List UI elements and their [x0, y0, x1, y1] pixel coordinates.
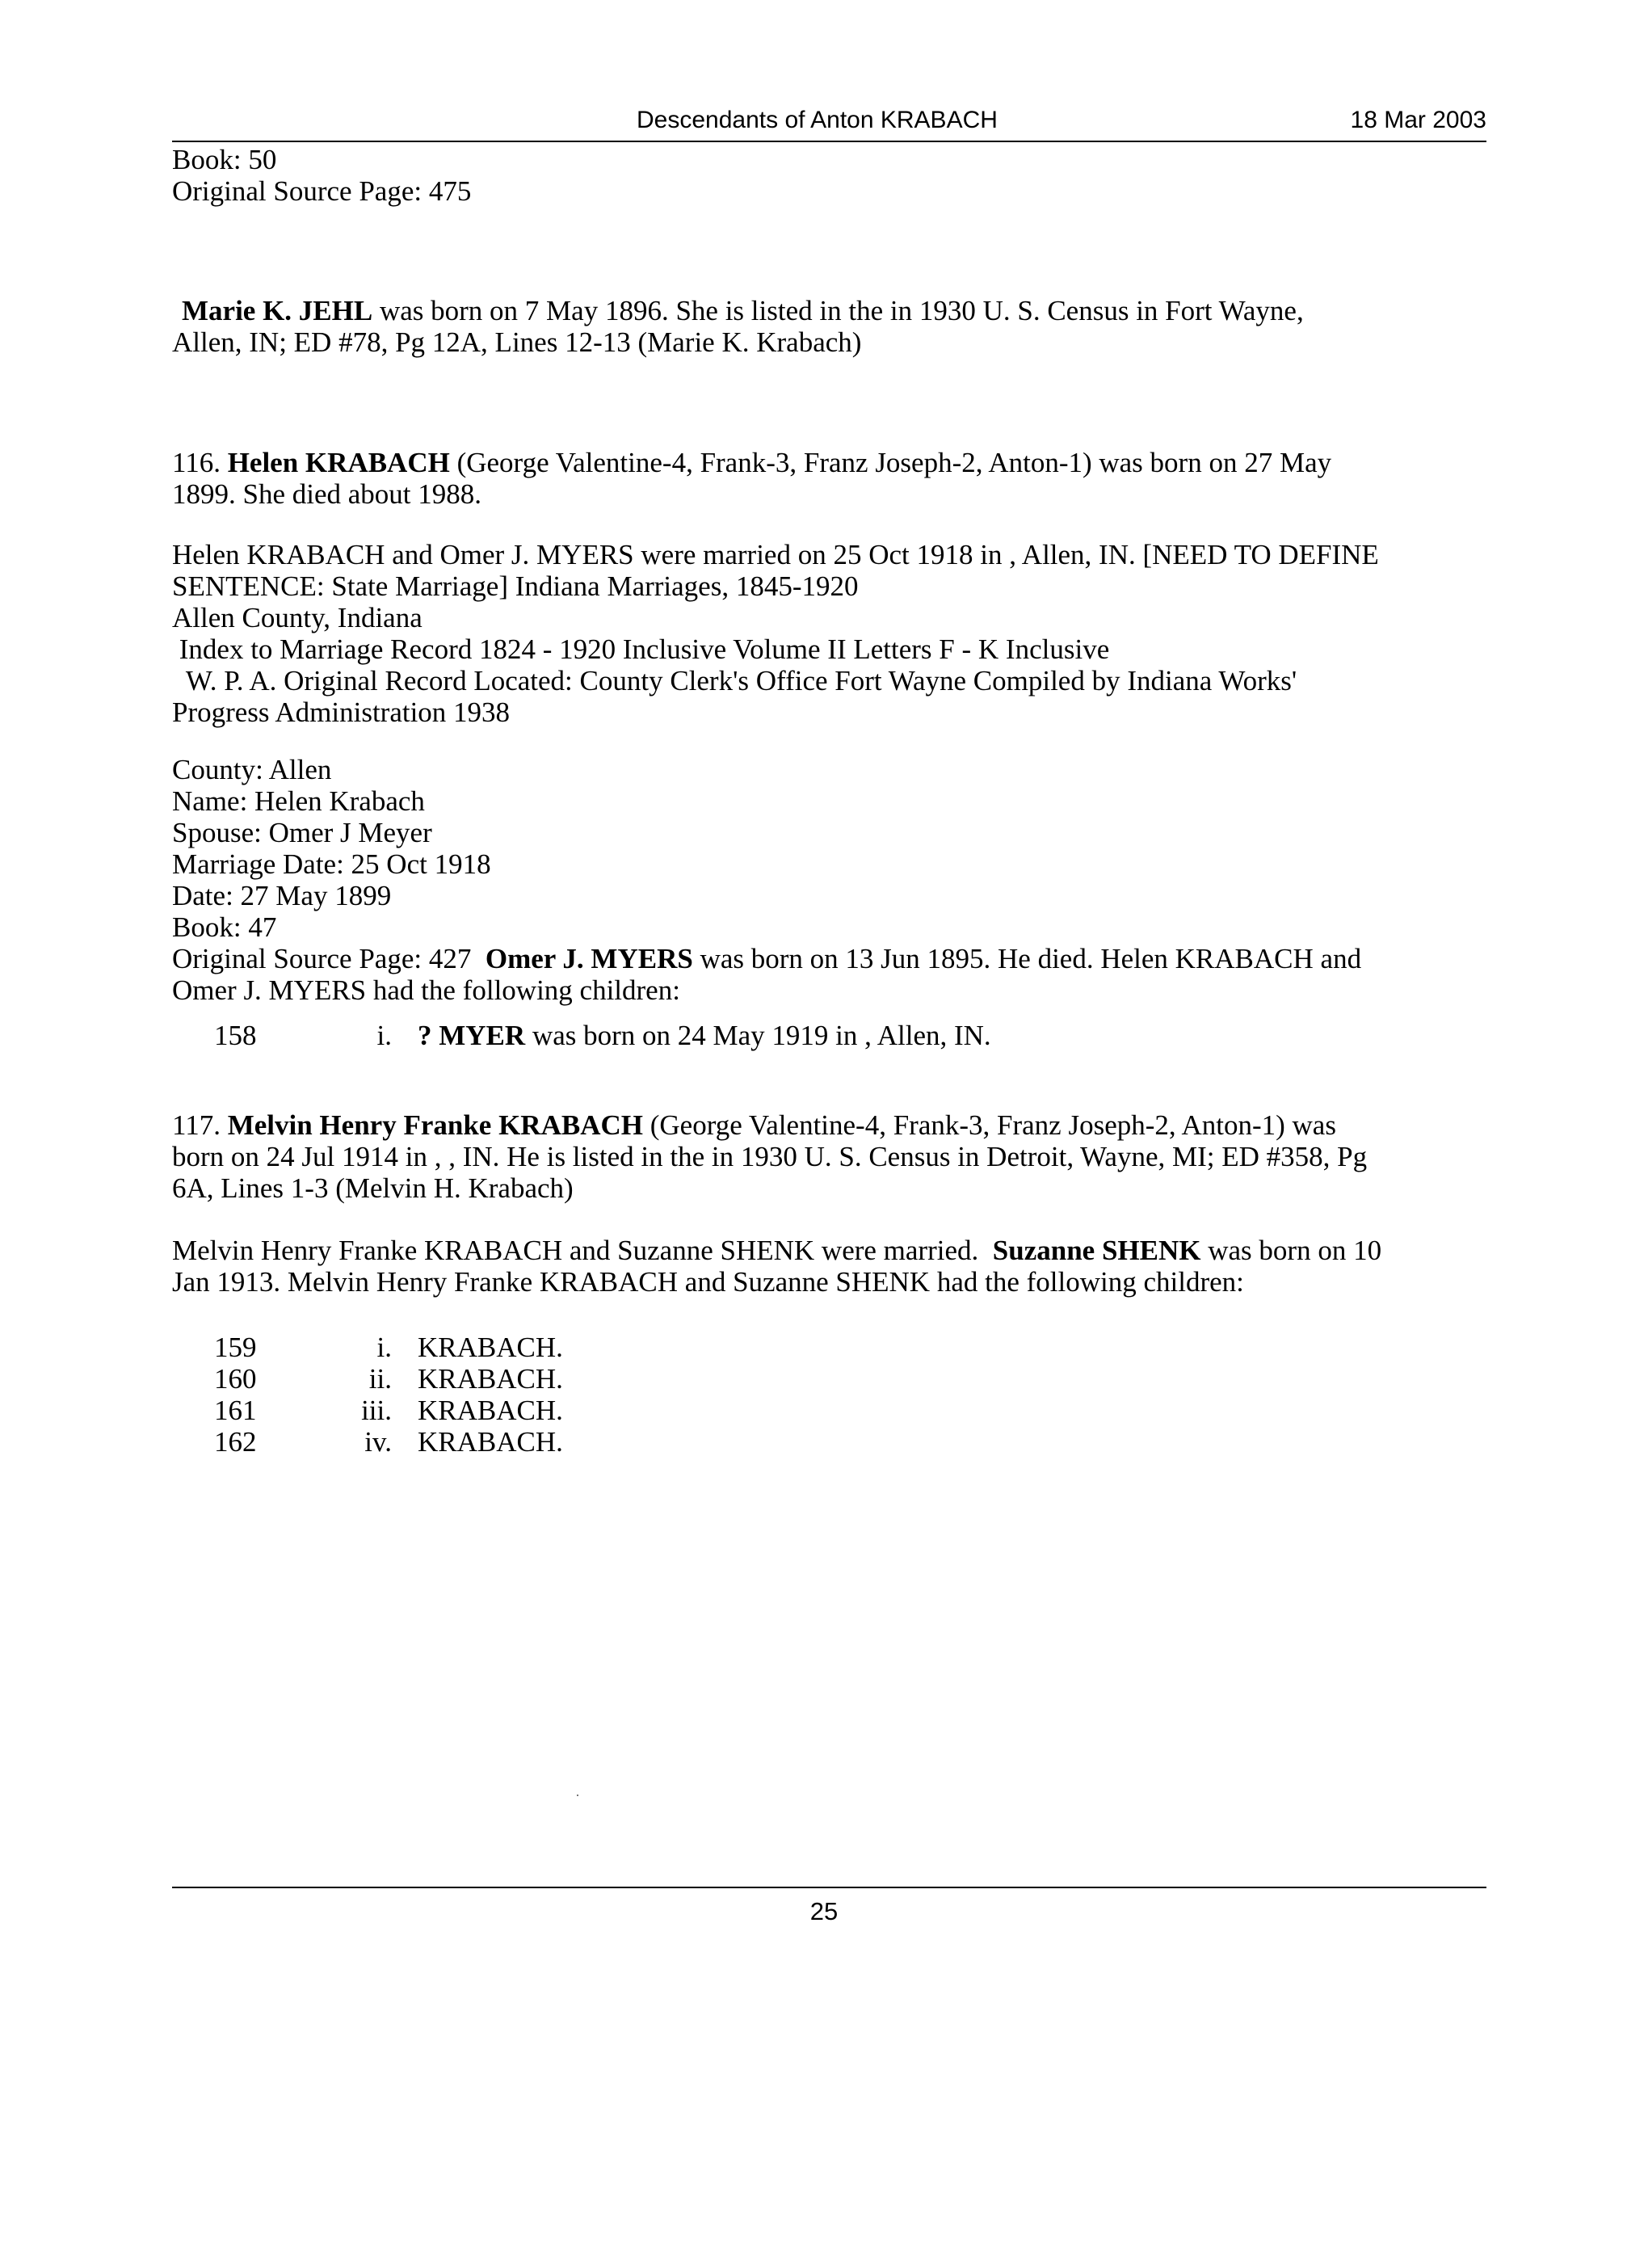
page-header	[172, 105, 1486, 142]
book-line: Book: 50	[172, 144, 277, 175]
children-intro: Omer J. MYERS had the following children:	[172, 974, 680, 1006]
header-title: Descendants of Anton KRABACH	[637, 107, 998, 133]
helen-line-1	[172, 447, 1497, 478]
child-name: KRABACH.	[418, 1426, 563, 1458]
child-name: ? MYER	[418, 1020, 526, 1051]
list-item	[214, 1020, 1345, 1051]
melvin-line-2: born on 24 Jul 1914 in , , IN. He is listed in the in 1930 U. S. Census in Detroit, Wayne, MI; ED #358, Pg	[172, 1141, 1368, 1172]
list-item	[214, 1332, 780, 1363]
helen-children-list	[214, 1020, 1426, 1052]
marriage-line: Progress Administration 1938	[172, 696, 511, 728]
helen-entry	[172, 447, 1497, 510]
child-roman-numeral: iv.	[364, 1426, 392, 1458]
child-roman-numeral: i.	[376, 1332, 392, 1363]
marie-name: Marie K. JEHL	[182, 295, 373, 326]
melvin-line-1-text: (George Valentine-4, Frank-3, Franz Joseph-2, Anton-1) was	[642, 1109, 1336, 1141]
list-item	[214, 1426, 780, 1458]
footer-divider	[172, 1887, 1486, 1888]
marie-line-1-text: was born on 7 May 1896. She is listed in the in 1930 U. S. Census in Fort Wayne,	[372, 295, 1304, 326]
source-page-prefix: Original Source Page: 427	[172, 943, 486, 974]
child-roman-numeral: i.	[376, 1020, 392, 1051]
marriage-line: SENTENCE: State Marriage] Indiana Marriages, 1845-1920	[172, 570, 859, 602]
marriage-line: Allen County, Indiana	[172, 602, 423, 633]
marie-entry	[172, 295, 1497, 358]
spouse-name: Suzanne SHENK	[992, 1235, 1201, 1266]
spouse-name: Omer J. MYERS	[485, 943, 693, 974]
child-text: was born on 24 May 1919 in , Allen, IN.	[525, 1020, 991, 1051]
spouse-line	[172, 943, 1497, 974]
marriage-line: Helen KRABACH and Omer J. MYERS were married on 25 Oct 1918 in , Allen, IN. [NEED TO DEFINE	[172, 539, 1379, 570]
melvin-marriage-line-1	[172, 1235, 1497, 1266]
child-entry	[418, 1020, 991, 1051]
child-number: 162	[214, 1426, 257, 1458]
melvin-name: Melvin Henry Franke KRABACH	[227, 1109, 643, 1141]
helen-marriage-block	[172, 539, 1497, 728]
melvin-line-1	[172, 1109, 1497, 1141]
child-number: 161	[214, 1395, 257, 1426]
marriage-line: Index to Marriage Record 1824 - 1920 Inclusive Volume II Letters F - K Inclusive	[172, 633, 1110, 665]
scan-speck	[577, 1795, 578, 1796]
record-line: Spouse: Omer J Meyer	[172, 817, 432, 848]
helen-number: 116.	[172, 447, 228, 478]
child-number: 160	[214, 1363, 257, 1395]
header-date: 18 Mar 2003	[1350, 107, 1486, 133]
marie-line-1	[172, 295, 1497, 326]
child-roman-numeral: iii.	[361, 1395, 392, 1426]
helen-record-block	[172, 754, 1497, 1006]
original-source-page-line: Original Source Page: 475	[172, 175, 472, 207]
child-number: 159	[214, 1332, 257, 1363]
melvin-number: 117.	[172, 1109, 228, 1141]
list-item	[214, 1363, 780, 1395]
melvin-line-3: 6A, Lines 1-3 (Melvin H. Krabach)	[172, 1172, 574, 1204]
melvin-marriage-line-2: Jan 1913. Melvin Henry Franke KRABACH and Suzanne SHENK had the following children:	[172, 1266, 1244, 1298]
melvin-children-list	[214, 1332, 860, 1461]
child-number: 158	[214, 1020, 257, 1051]
child-name: KRABACH.	[418, 1332, 563, 1363]
source-block-top	[172, 144, 1497, 207]
child-name: KRABACH.	[418, 1395, 563, 1426]
record-line: Book: 47	[172, 911, 277, 943]
record-line: Marriage Date: 25 Oct 1918	[172, 848, 491, 880]
helen-line-1-text: (George Valentine-4, Frank-3, Franz Joseph-2, Anton-1) was born on 27 May	[449, 447, 1332, 478]
helen-name: Helen KRABACH	[227, 447, 450, 478]
marie-line-2: Allen, IN; ED #78, Pg 12A, Lines 12-13 (Marie K. Krabach)	[172, 326, 862, 358]
helen-line-2: 1899. She died about 1988.	[172, 478, 482, 510]
child-name: KRABACH.	[418, 1363, 563, 1395]
page-number: 25	[809, 1897, 839, 1925]
marriage-line: W. P. A. Original Record Located: County Clerk's Office Fort Wayne Compiled by Indiana Works'	[172, 665, 1297, 696]
melvin-marriage-block	[172, 1235, 1497, 1298]
list-item	[214, 1395, 780, 1426]
melvin-entry	[172, 1109, 1497, 1204]
marriage-prefix: Melvin Henry Franke KRABACH and Suzanne SHENK were married.	[172, 1235, 993, 1266]
child-roman-numeral: ii.	[368, 1363, 392, 1395]
record-line: County: Allen	[172, 754, 332, 785]
spouse-text: was born on 10	[1200, 1235, 1382, 1266]
record-line: Name: Helen Krabach	[172, 785, 425, 817]
spouse-text: was born on 13 Jun 1895. He died. Helen KRABACH and	[692, 943, 1362, 974]
record-line: Date: 27 May 1899	[172, 880, 392, 911]
